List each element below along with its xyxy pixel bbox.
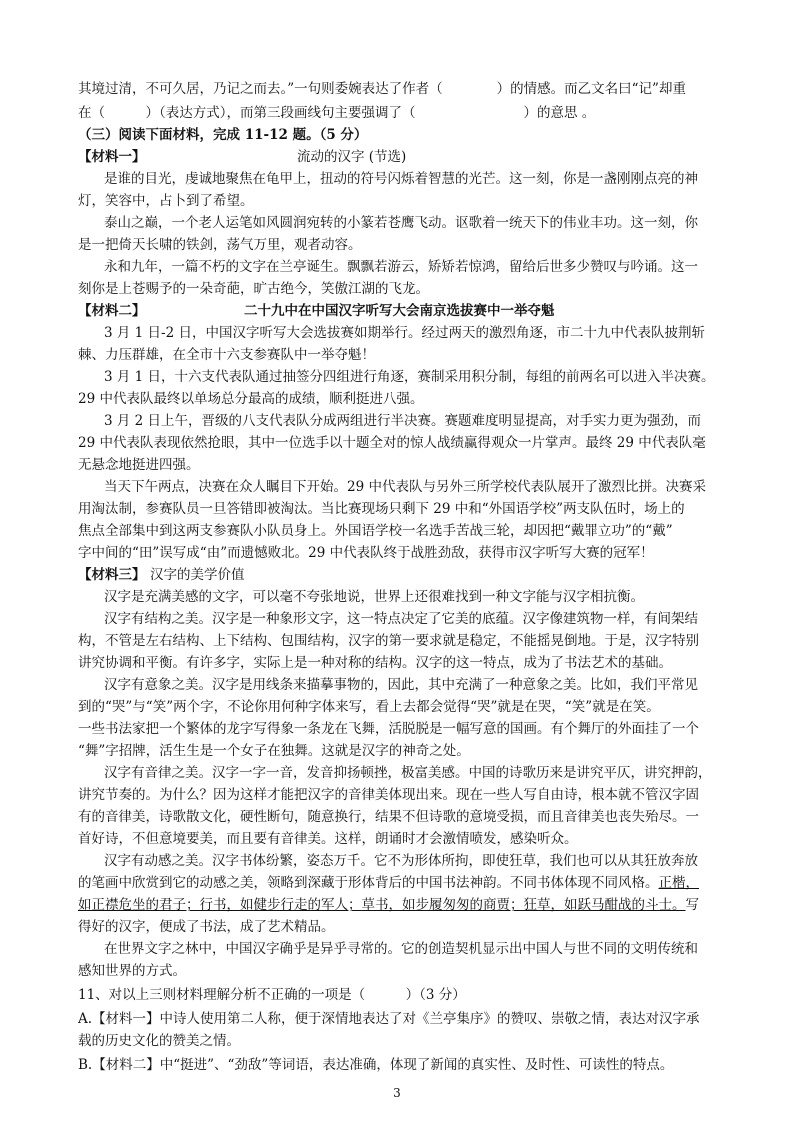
question-11-stem: 11、对以上三则材料理解分析不正确的一项是（ ）（3 分） (78, 987, 466, 1003)
material-1-title: 流动的汉字 (节选) (297, 149, 407, 165)
m3-line: 汉字有动感之美。汉字书体纷繁，姿态万千。它不为形体所拘，即使狂草，我们也可以从其狂放奔放 (104, 853, 698, 869)
q11-option-a-line-1: A.【材料一】中诗人使用第二人称，便于深情地表达了对《兰亭集序》的赞叹、崇敬之情，表达对汉字承 (78, 1011, 700, 1027)
material-1-tag: 【材料一】 (78, 149, 146, 165)
m3-line: 首好诗，不但意境要美，而且要有音律美。这样，朗诵时才会激情喷发，感染听众。 (78, 831, 578, 847)
q11-option-b-line-1: B.【材料二】中“挺进”、“劲敌”等词语，表达准确，体现了新闻的真实性、及时性、可读性的特点。 (78, 1057, 674, 1073)
m2-line: 字中间的“田”误写成“由”而遗憾败北。29 中代表队终于战胜劲敌，获得市汉字听写大赛的冠军！ (78, 545, 654, 561)
m2-line: 棘、力压群雄，在全市十六支参赛队中一举夺魁！ (78, 347, 375, 363)
m3-line: 汉字是充满美感的文字，可以毫不夸张地说，世界上还很难找到一种文字能与汉字相抗衡。 (104, 589, 644, 605)
q11-option-a-line-2: 载的历史文化的赞美之情。 (78, 1033, 240, 1049)
m3-line-with-underline (78, 874, 720, 892)
m3-line-text: 的笔画中欣赏到它的动感之美，领略到深藏于形体背后的中国书法神韵。不同书体体现不同风格。 (78, 875, 659, 891)
prev-question-line-1: 其境过清，不可久居，乃记之而去。”一句则委婉表达了作者（ ）的情感。而乙文名曰“记”却重 (78, 81, 686, 97)
m3-line: 在世界文字之林中，中国汉字确乎是异乎寻常的。它的创造契机显示出中国人与世不同的文明传统和 (104, 941, 698, 957)
m3-line: 汉字有意象之美。汉字是用线条来描摹事物的，因此，其中充满了一种意象之美。比如，我们平常见 (104, 677, 698, 693)
m3-line: 汉字有结构之美。汉字是一种象形文字，这一特点决定了它美的底蕴。汉字像建筑物一样，有间架结 (104, 611, 698, 627)
m3-line: 有的音律美，诗歌散文化，硬性断句，随意换行，结果不但诗歌的意境受损，而且音律美也丧失殆尽。一 (78, 809, 699, 825)
m3-line: 得好的汉字，便成了书法，成了艺术精品。 (78, 919, 335, 935)
m2-line: 3 月 1 日，十六支代表队通过抽签分四组进行角逐，赛制采用积分制，每组的前两名可以进入半决赛。 (104, 369, 715, 385)
m3-line: 讲究节奏的。为什么？因为这样才能把汉字的音律美体现出来。现在一些人写自由诗，根本就不管汉字固 (78, 787, 699, 803)
section-header: （三）阅读下面材料，完成 11-12 题。（5 分） (78, 127, 368, 143)
m2-line: 3 月 1 日-2 日，中国汉字听写大会选拔赛如期举行。经过两天的激烈角逐，市二十九中代表队披荆斩 (104, 325, 705, 341)
underlined-sentence: 如正襟危坐的君子；行书，如健步行走的军人；草书，如步履匆匆的商贾；狂草，如跃马酣战的斗士。 (78, 897, 686, 913)
m1-line: 刻你是上苍赐予的一朵奇葩，旷古绝今，笑傲江湖的飞龙。 (78, 281, 429, 297)
m2-line: 无悬念地挺进四强。 (78, 457, 200, 473)
m2-line: 用淘汰制，参赛队员一旦答错即被淘汰。当比赛现场只剩下 29 中和“外国语学校”两支队伍时，场上的 (78, 501, 685, 517)
prev-question-line-2: 在（ ）（表达方式），而第三段画线句主要强调了（ ）的意思 。 (78, 105, 596, 121)
m3-underlined-line (78, 896, 720, 914)
material-2-title: 二十九中在中国汉字听写大会南京选拔赛中一举夺魁 (244, 303, 555, 319)
m1-line: 泰山之巅，一个老人运笔如风圆润宛转的小篆若苍鹰飞动。讴歌着一统天下的伟业丰功。这一刻，你 (104, 215, 698, 231)
m2-line: 29 中代表队最终以单场总分最高的成绩，顺利挺进八强。 (78, 391, 424, 407)
m2-line: 当天下午两点，决赛在众人瞩目下开始。29 中代表队与另外三所学校代表队展开了激烈比拼。决赛采 (104, 479, 706, 495)
page-number: 3 (393, 1086, 401, 1100)
m2-line: 29 中代表队表现依然抢眼，其中一位选手以十题全对的惊人战绩赢得观众一片掌声。最终 29 中代表队毫 (78, 435, 706, 451)
m1-line: 灯，笑容中，占卜到了希望。 (78, 193, 254, 209)
underlined-phrase: 正楷， (658, 875, 699, 891)
material-3-tag: 【材料三】 (78, 567, 146, 583)
m3-line: 构，不管是左右结构、上下结构、包围结构，汉字的第一要求就是稳定，不能摇晃倒地。于是，汉字特别 (78, 633, 699, 649)
material-3-title: 汉字的美学价值 (150, 567, 245, 583)
m3-line-tail: 写 (685, 897, 699, 913)
m3-line: 感知世界的方式。 (78, 963, 186, 979)
m1-line: 永和九年，一篇不朽的文字在兰亭诞生。飘飘若游云，矫矫若惊鸿，留给后世多少赞叹与吟诵。这一 (104, 259, 698, 275)
m2-line: 焦点全部集中到这两支参赛队小队员身上。外国语学校一名选手苦战三轮，却因把“戴罪立功”的“戴” (78, 523, 673, 539)
m2-line: 3 月 2 日上午，晋级的八支代表队分成两组进行半决赛。赛题难度明显提高，对手实力更为强劲，而 (104, 413, 702, 429)
m3-line: 一些书法家把一个繁体的龙字写得象一条龙在飞舞，活脱脱是一幅写意的国画。有个舞厅的外面挂了一个 (78, 721, 699, 737)
m3-line: 讲究协调和平衡。有许多字，实际上是一种对称的结构。汉字的这一特点，成为了书法艺术的基础。 (78, 655, 672, 671)
m3-line: “舞”字招牌，活生生是一个女子在独舞。这就是汉字的神奇之处。 (78, 743, 470, 759)
m3-line: 汉字有音律之美。汉字一字一音，发音抑扬顿挫，极富美感。中国的诗歌历来是讲究平仄，讲究押韵， (104, 765, 712, 781)
material-2-tag: 【材料二】 (78, 303, 146, 319)
m3-line: 到的“哭”与“笑”两个字，不论你用何种字体来写，看上去都会觉得“哭”就是在哭，“笑”就是在笑。 (78, 699, 660, 715)
m1-line: 是一把倚天长啸的铁剑，荡气万里，观者动容。 (78, 237, 362, 253)
m1-line: 是谁的目光，虔诚地聚焦在龟甲上，扭动的符号闪烁着智慧的光芒。这一刻，你是一盏刚刚点亮的神 (104, 171, 698, 187)
